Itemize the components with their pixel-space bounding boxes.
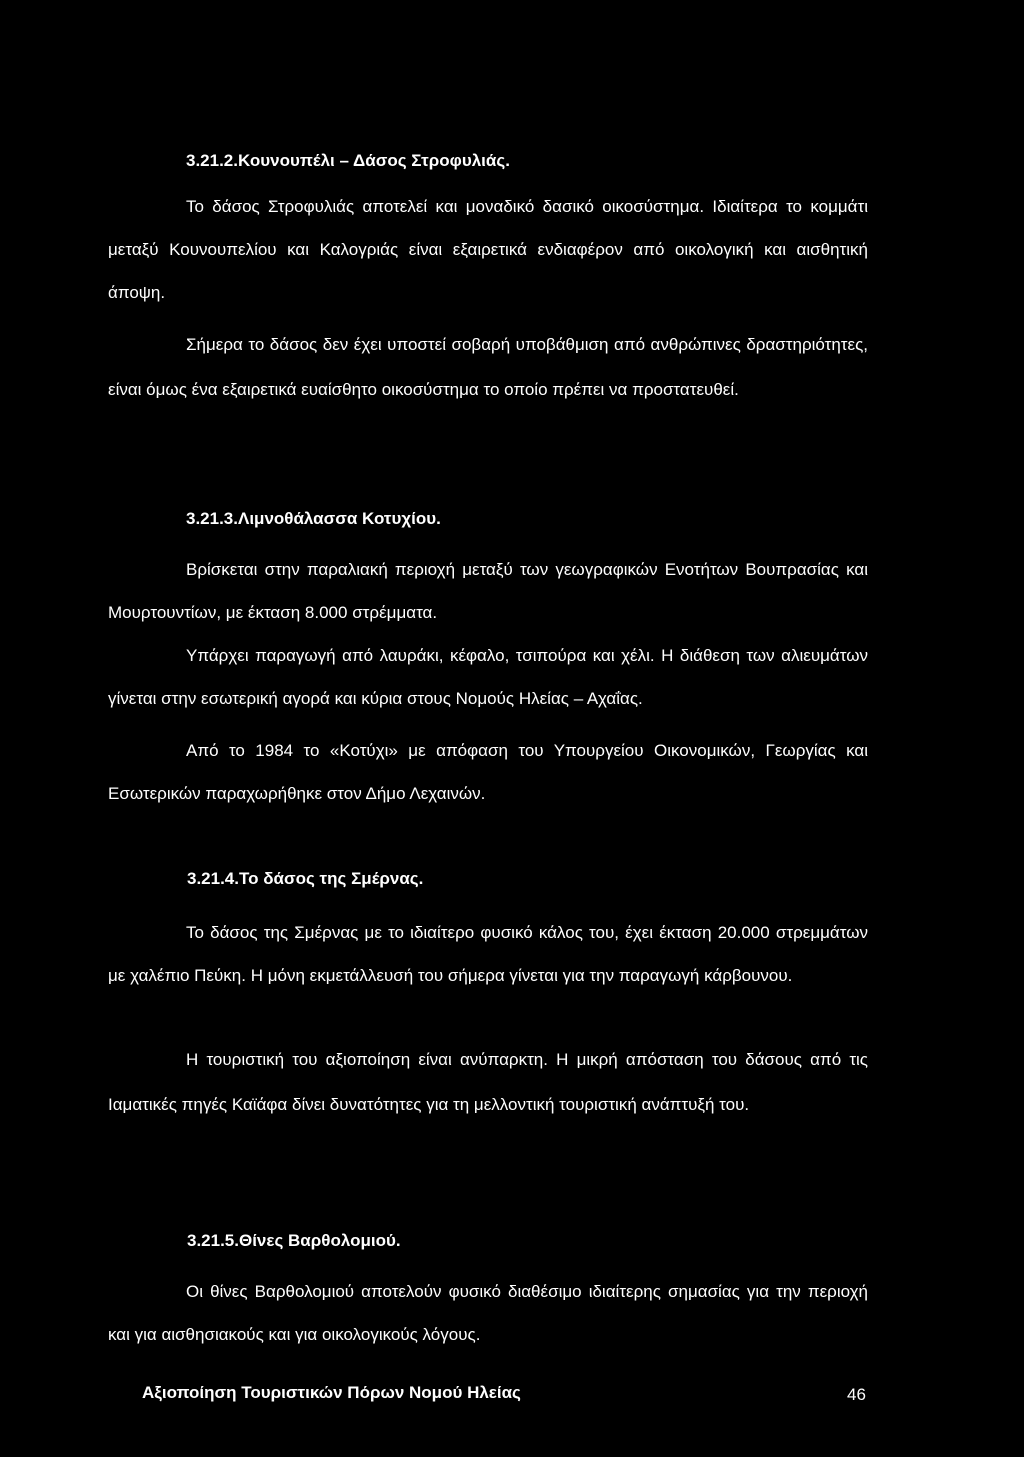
paragraph-kotychi-2: Υπάρχει παραγωγή από λαυράκι, κέφαλο, τσιπούρα και χέλι. Η διάθεση των αλιευμάτων γίνεται στην εσωτερική αγορά και κύρια στους Νομούς Ηλείας – Αχαΐας. (108, 646, 868, 708)
section-heading-smerna: 3.21.4.Το δάσος της Σμέρνας. (187, 869, 424, 888)
page-number: 46 (847, 1385, 866, 1404)
footer-title: Αξιοποίηση Τουριστικών Πόρων Νομού Ηλείας (142, 1383, 521, 1402)
section-heading-kounoupeli: 3.21.2.Κουνουπέλι – Δάσος Στροφυλιάς. (186, 151, 510, 170)
paragraph-strofylia-2: Σήμερα το δάσος δεν έχει υποστεί σοβαρή υποβάθμιση από ανθρώπινες δραστηριότητες, είναι όμως ένα εξαιρετικά ευαίσθητο οικοσύστημα το οποίο πρέπει να προστατευθεί. (108, 335, 868, 399)
section-heading-thines: 3.21.5.Θίνες Βαρθολομιού. (187, 1231, 401, 1250)
paragraph-smerna-2: Η τουριστική του αξιοποίηση είναι ανύπαρκτη. Η μικρή απόσταση του δάσους από τις Ιαματικές πηγές Καϊάφα δίνει δυνατότητες για τη μελλοντική τουριστική ανάπτυξή του. (108, 1050, 868, 1114)
paragraph-kotychi-3: Από το 1984 το «Κοτύχι» με απόφαση του Υπουργείου Οικονομικών, Γεωργίας και Εσωτερικών παραχωρήθηκε στον Δήμο Λεχαινών. (108, 741, 868, 803)
paragraph-smerna-1: Το δάσος της Σμέρνας με το ιδιαίτερο φυσικό κάλος του, έχει έκταση 20.000 στρεμμάτων με χαλέπιο Πεύκη. Η μόνη εκμετάλλευσή του σήμερα γίνεται για την παραγωγή κάρβουνου. (108, 923, 868, 985)
paragraph-kotychi-1: Βρίσκεται στην παραλιακή περιοχή μεταξύ των γεωγραφικών Ενοτήτων Βουπρασίας και Μουρτουντίων, με έκταση 8.000 στρέμματα. (108, 560, 868, 622)
section-heading-kotychi: 3.21.3.Λιμνοθάλασσα Κοτυχίου. (186, 509, 441, 528)
paragraph-thines-1: Οι θίνες Βαρθολομιού αποτελούν φυσικό διαθέσιμο ιδιαίτερης σημασίας για την περιοχή και για αισθησιακούς και για οικολογικούς λόγους. (108, 1282, 868, 1344)
paragraph-strofylia-1: Το δάσος Στροφυλιάς αποτελεί και μοναδικό δασικό οικοσύστημα. Ιδιαίτερα το κομμάτι μεταξύ Κουνουπελίου και Καλογριάς είναι εξαιρετικά ενδιαφέρον από οικολογική και αισθητική άποψη. (108, 197, 868, 302)
